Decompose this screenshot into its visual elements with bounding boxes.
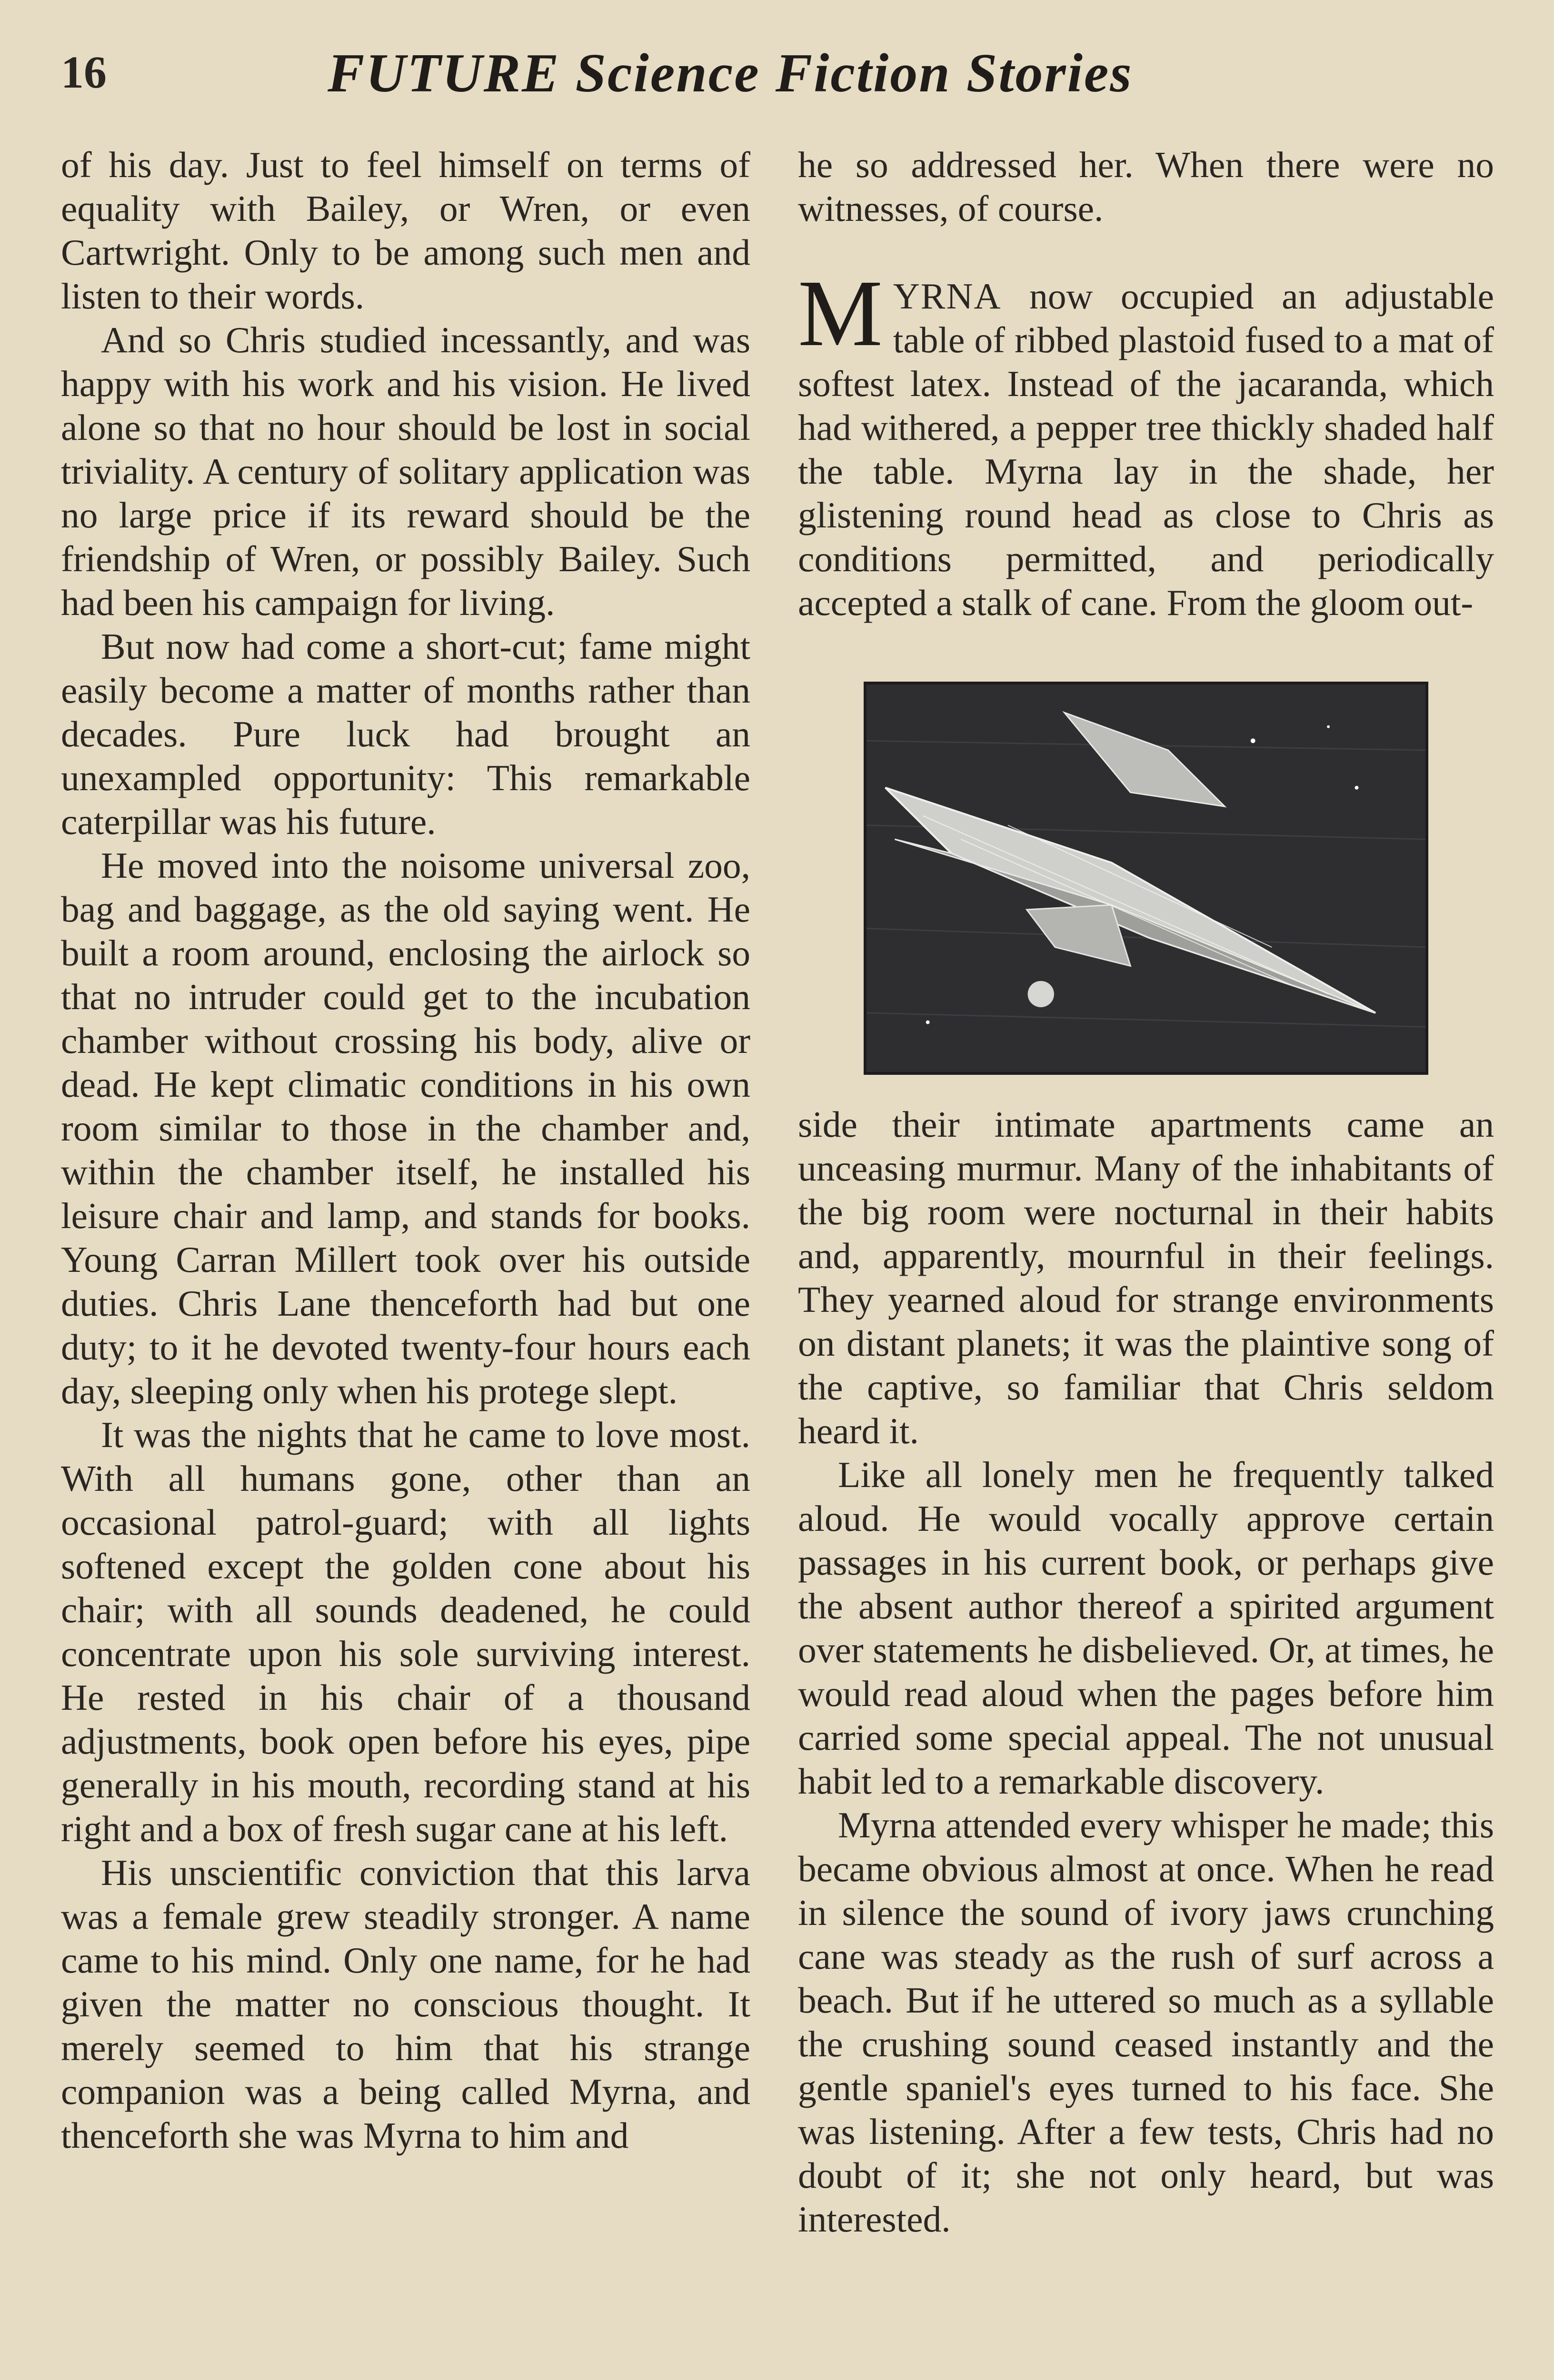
paragraph-text: now occupied an adjustable table of ribbed plastoid fused to a mat of softest latex. Instead of the jacaranda, which had withered, a pepper tree thickly shaded half the table. Myrna lay in the shade, her glistening round head as close to Chris as conditions permitted, and periodically accepted a stalk of cane. From the gloom out- — [798, 276, 1494, 623]
small-caps-word: YRNA — [893, 276, 1002, 317]
section-opening-paragraph — [798, 261, 1494, 625]
paragraph: of his day. Just to feel himself on terms of equality with Bailey, or Wren, or even Cartwright. Only to be among such men and listen to their words. — [61, 144, 750, 317]
paragraph: But now had come a short-cut; fame might easily become a matter of months rather than decades. Pure luck had brought an unexampled opportunity: This remarkable caterpillar was his future. — [61, 626, 750, 842]
magazine-title: FUTURE Science Fiction Stories — [328, 43, 1133, 104]
page-number: 16 — [61, 47, 107, 98]
left-column — [61, 143, 750, 2157]
rocket-ship-icon — [867, 684, 1425, 1072]
paragraph: Like all lonely men he frequently talked aloud. He would vocally approve certain passages in his current book, or perhaps give the absent author thereof a spirited argument over statements he disbelieved. Or, at times, he would read aloud when the pages before him carried some special appeal. The not unusual habit led to a remarkable discovery. — [798, 1454, 1494, 1802]
paragraph: His unscientific conviction that this larva was a female grew steadily stronger. A name came to his mind. Only one name, for he had given the matter no conscious thought. It merely seemed to him that his strange companion was a being called Myrna, and thenceforth she was Myrna to him and — [61, 1852, 750, 2156]
paragraph: It was the nights that he came to love most. With all humans gone, other than an occasional patrol-guard; with all lights softened except the golden cone about his chair; with all sounds deadened, he could concentrate upon his sole surviving interest. He rested in his chair of a thousand adjustments, book open before his eyes, pipe generally in his mouth, recording stand at his right and a box of fresh sugar cane at his left. — [61, 1414, 750, 1849]
paragraph: He moved into the noisome universal zoo, bag and baggage, as the old saying went. He built a room around, enclosing the airlock so that no intruder could get to the incubation chamber without crossing his body, alive or dead. He kept climatic conditions in his own room similar to those in the chamber and, within the chamber itself, he installed his leisure chair and lamp, and stands for books. Young Carran Millert took over his outside duties. Chris Lane thenceforth had but one duty; to it he devoted twenty-four hours each day, sleeping only when his protege slept. — [61, 845, 750, 1411]
page-header — [61, 42, 1499, 109]
drop-cap: M — [798, 261, 883, 366]
rocket-ship-illustration — [864, 682, 1428, 1075]
paragraph: he so addressed her. When there were no witnesses, of course. — [798, 144, 1494, 229]
paragraph: And so Chris studied incessantly, and was happy with his work and his vision. He lived alone so that no hour should be lost in social triviality. A century of solitary application was no large price if its reward should be the friendship of Wren, or possibly Bailey. Such had been his campaign for living. — [61, 319, 750, 623]
paragraph: Myrna attended every whisper he made; this became obvious almost at once. When he read in silence the sound of ivory jaws crunching cane was steady as the rush of surf across a beach. But if he uttered so much as a syllable the crushing sound ceased instantly and the gentle spaniel's eyes turned to his face. She was listening. After a few tests, Chris had no doubt of it; she not only heard, but was interested. — [798, 1805, 1494, 2240]
paragraph: side their intimate apartments came an unceasing murmur. Many of the inhabitants of the big room were nocturnal in their habits and, apparently, mournful in their feelings. They yearned aloud for strange environments on distant planets; it was the plaintive song of the captive, so familiar that Chris seldom heard it. — [798, 1104, 1494, 1451]
right-column — [798, 143, 1494, 2241]
